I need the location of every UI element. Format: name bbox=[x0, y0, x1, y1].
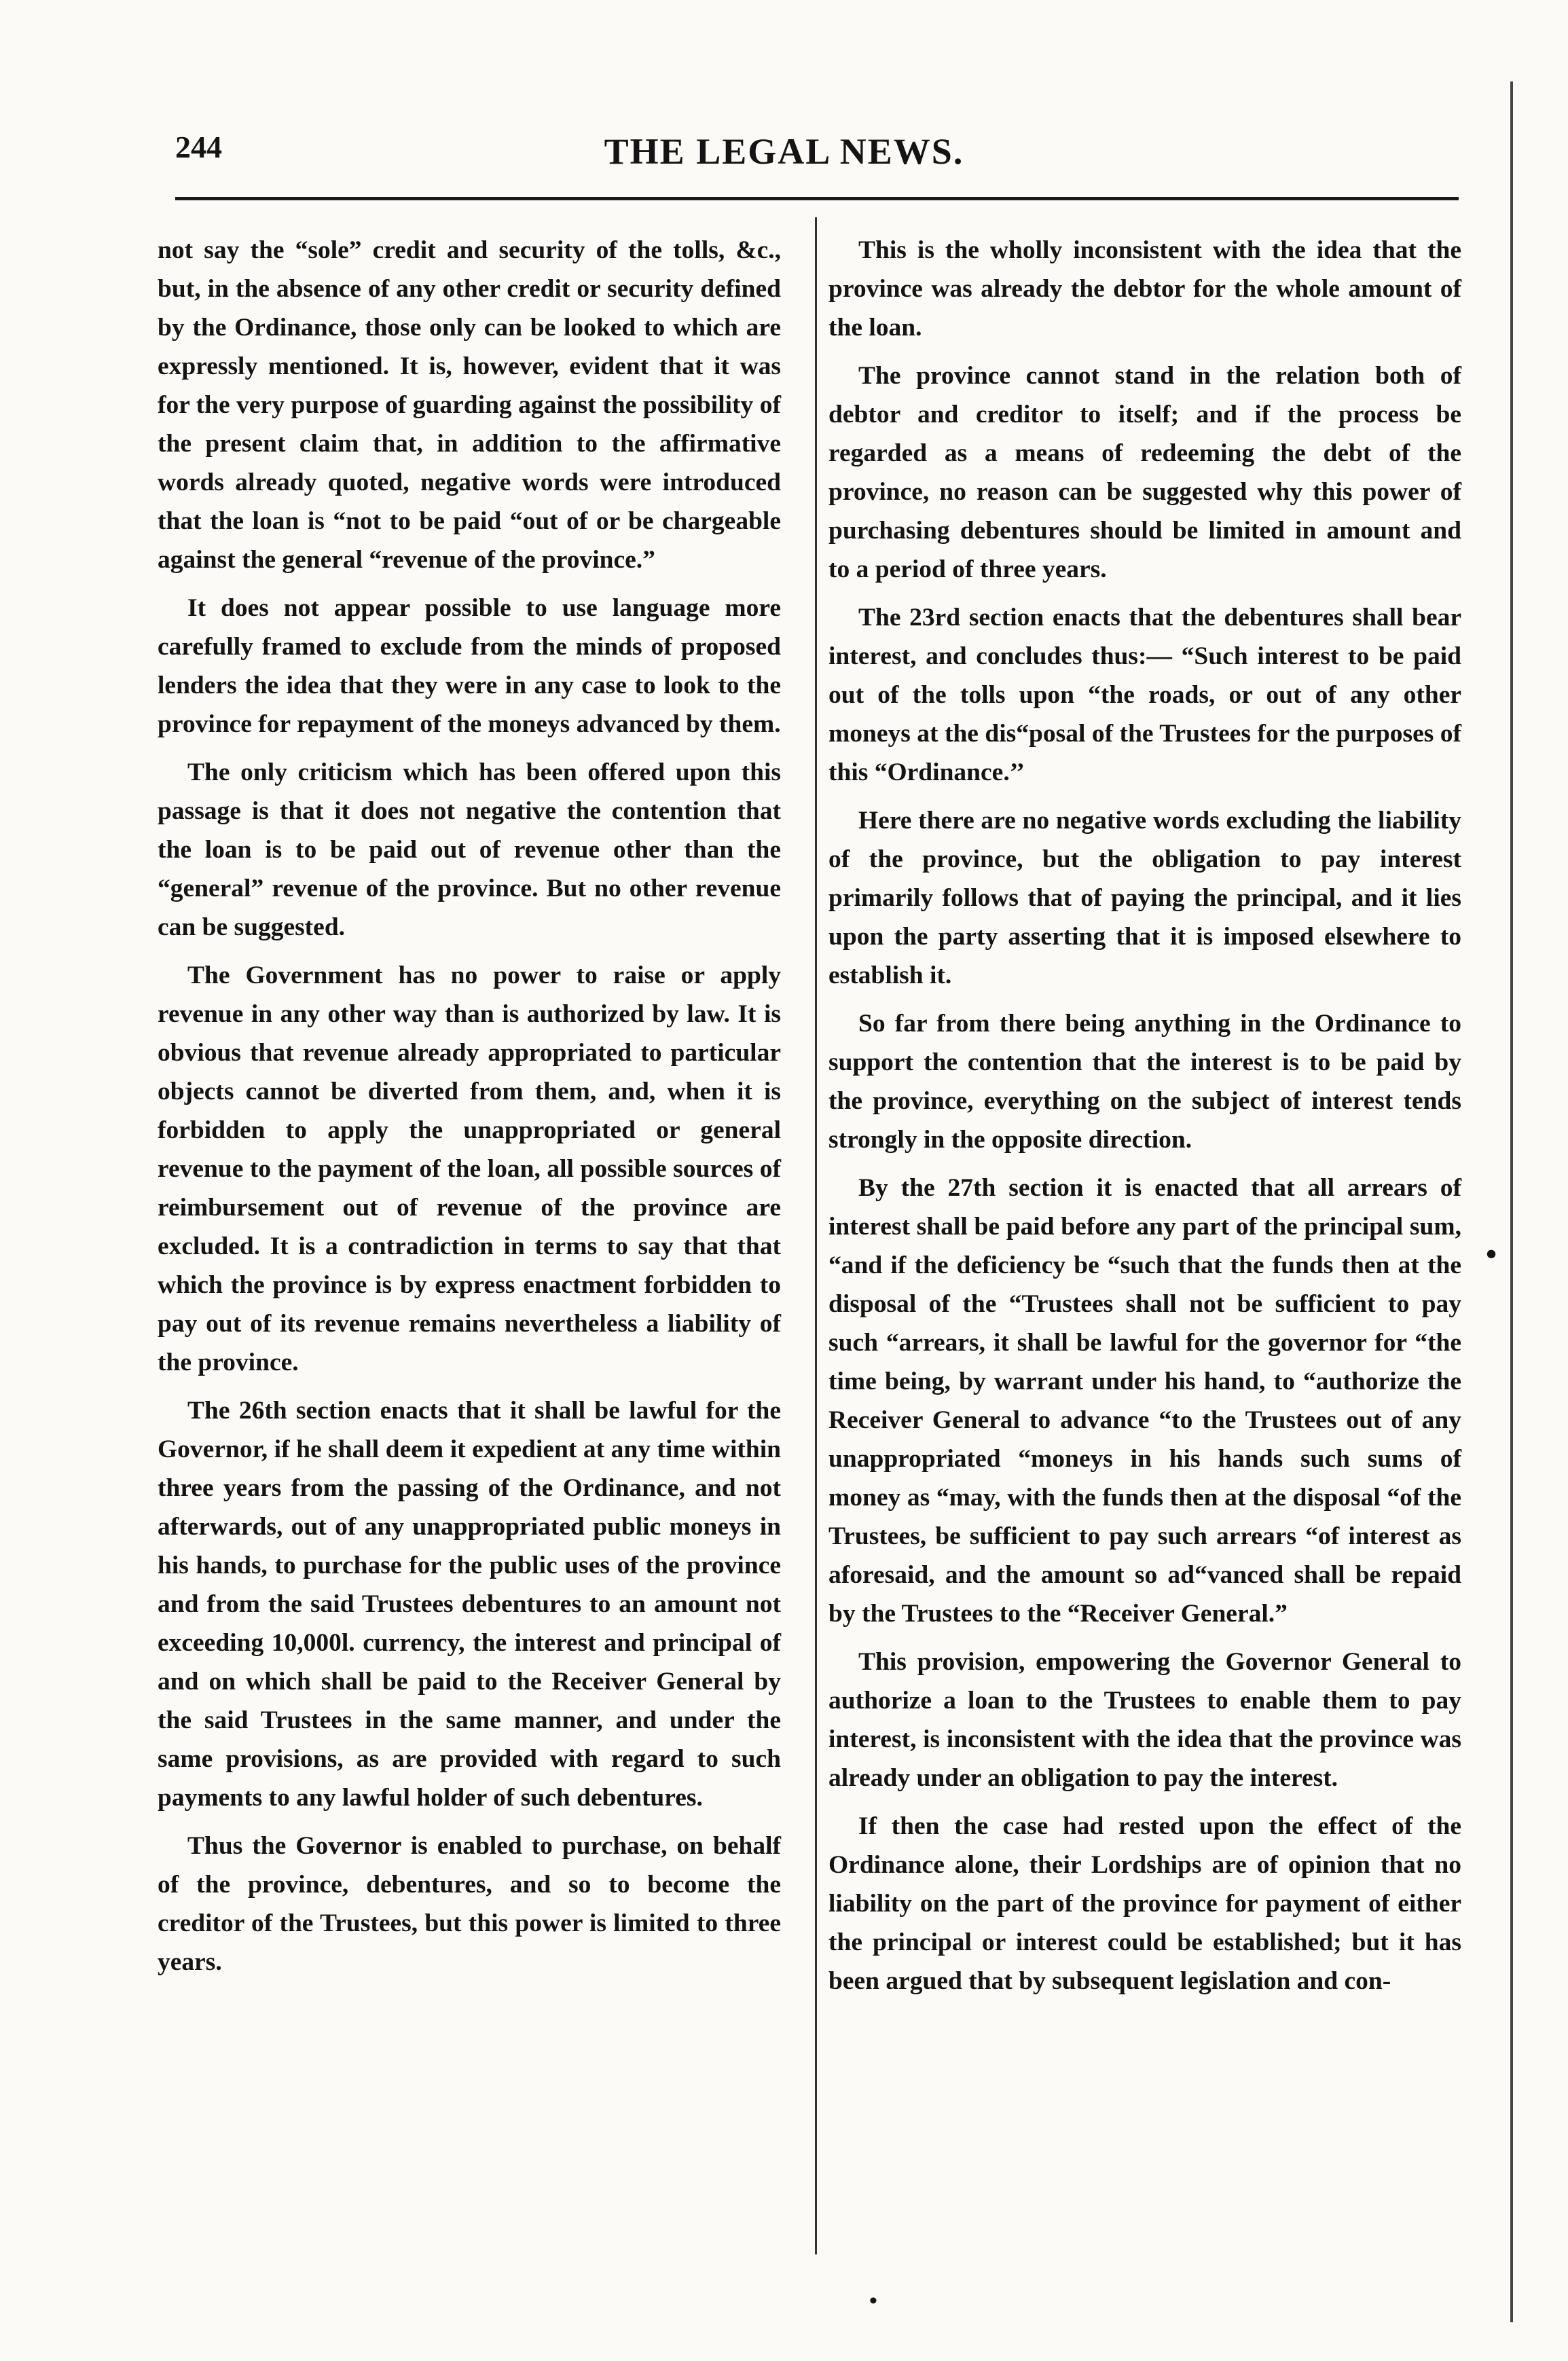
right-column bbox=[828, 231, 1461, 2010]
paragraph: Here there are no negative words excluding the liability of the province, but the obligation to pay interest primarily follows that of paying the principal, and it lies upon the party asserting that it is imposed elsewhere to establish it. bbox=[828, 807, 1461, 989]
paragraph: By the 27th section it is enacted that all arrears of interest shall be paid before any part of the principal sum, “and if the deficiency be “such that the funds then at the disposal of the “Trustees shall not be sufficient to pay such “arrears, it shall be lawful for the governor for “the time being, by warrant under his hand, to “authorize the Receiver General to advance “to the Trustees out of any unappropriated “moneys in his hands such sums of money as “may, with the funds then at the disposal “of the Trustees, be sufficient to pay such arrears “of interest as aforesaid, and the amount so ad“vanced shall be repaid by the Trustees to the “Receiver General.” bbox=[828, 1174, 1461, 1628]
running-head: THE LEGAL NEWS. bbox=[604, 131, 964, 172]
ink-speck: • bbox=[869, 2288, 877, 2313]
paragraph: This provision, empowering the Governor General to authorize a loan to the Trustees to enable them to pay interest, is inconsistent with the idea that the province was already under an obligation to pay the interest. bbox=[828, 1648, 1461, 1792]
left-column bbox=[158, 231, 781, 1991]
paragraph: not say the “sole” credit and security of the tolls, &c., but, in the absence of any other credit or security defined by the Ordinance, those only can be looked to which are expressly mentioned. It is, however, evident that it was for the very purpose of guarding against the possibility of the present claim that, in addition to the affirmative words already quoted, negative words were introduced that the loan is “not to be paid “out of or be chargeable against the general “revenue of the province.” bbox=[158, 236, 781, 574]
paragraph: So far from there being anything in the Ordinance to support the contention that the interest is to be paid by the province, everything on the subject of interest tends strongly in the opposite direction. bbox=[828, 1010, 1461, 1154]
paragraph: The only criticism which has been offered upon this passage is that it does not negative the contention that the loan is to be paid out of revenue other than the “general” revenue of the province. But no other revenue can be suggested. bbox=[158, 758, 781, 941]
paragraph: The Government has no power to raise or apply revenue in any other way than is authorized by law. It is obvious that revenue already appropriated to particular objects cannot be diverted from them, and, when it is forbidden to apply the unappropriated or general revenue to the payment of the loan, all possible sources of reimbursement out of revenue of the province are excluded. It is a contradiction in terms to say that that which the province is by express enactment forbidden to pay out of its revenue remains nevertheless a liability of the province. bbox=[158, 962, 781, 1376]
paragraph: If then the case had rested upon the effect of the Ordinance alone, their Lordships are of opinion that no liability on the part of the province for payment of either the principal or interest could be established; but it has been argued that by subsequent legislation and con- bbox=[828, 1812, 1461, 1995]
paragraph: Thus the Governor is enabled to purchase, on behalf of the province, debentures, and so to become the creditor of the Trustees, but this power is limited to three years. bbox=[158, 1832, 781, 1976]
header-rule bbox=[175, 197, 1459, 200]
paragraph: It does not appear possible to use language more carefully framed to exclude from the minds of proposed lenders the idea that they were in any case to look to the province for repayment of the moneys advanced by them. bbox=[158, 594, 781, 738]
column-divider bbox=[815, 217, 817, 2254]
page-edge-rule bbox=[1510, 81, 1513, 2322]
paragraph: The 23rd section enacts that the debentures shall bear interest, and concludes thus:— “Such interest to be paid out of the tolls upon “the roads, or out of any other moneys at the dis“posal of the Trustees for the purposes of this “Ordinance.’’ bbox=[828, 604, 1461, 786]
paragraph: The province cannot stand in the relation both of debtor and creditor to itself; and if the process be regarded as a means of redeeming the debt of the province, no reason can be suggested why this power of purchasing debentures should be limited in amount and to a period of three years. bbox=[828, 362, 1461, 583]
paragraph: The 26th section enacts that it shall be lawful for the Governor, if he shall deem it expedient at any time within three years from the passing of the Ordinance, and not afterwards, out of any unappropriated public moneys in his hands, to purchase for the public uses of the province and from the said Trustees debentures to an amount not exceeding 10,000l. currency, the interest and principal of and on which shall be paid to the Receiver General by the said Trustees in the same manner, and under the same provisions, as are provided with regard to such payments to any lawful holder of such debentures. bbox=[158, 1397, 781, 1812]
paragraph: This is the wholly inconsistent with the idea that the province was already the debtor for the whole amount of the loan. bbox=[828, 236, 1461, 342]
page-number: 244 bbox=[175, 130, 222, 164]
ink-speck: • bbox=[1486, 1237, 1497, 1271]
